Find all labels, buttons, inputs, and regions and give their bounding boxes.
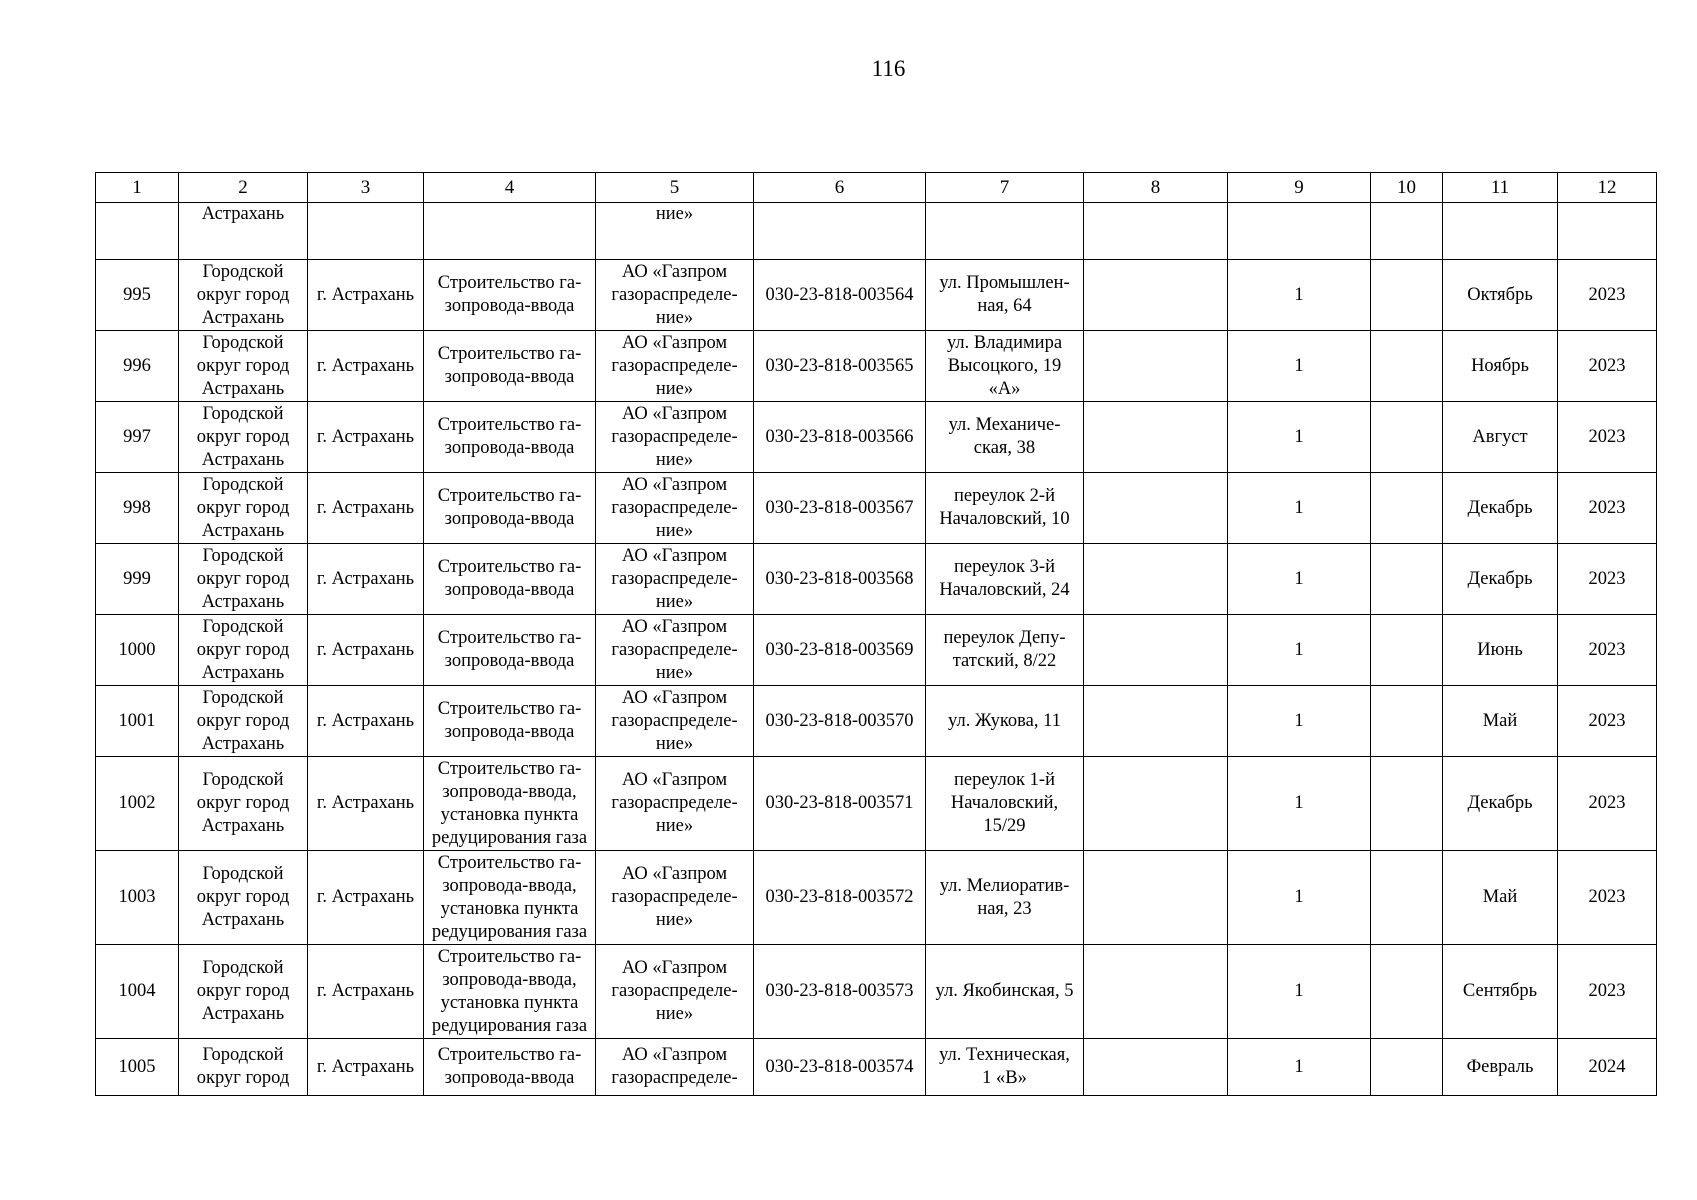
cell-number: 1001 <box>96 686 179 757</box>
cell-address-line: ул. Мелиоратив- <box>939 875 1070 896</box>
cell-address-line: переулок 1-й <box>954 770 1055 790</box>
cell-address <box>926 260 1084 331</box>
cell-district-continued: Астрахань <box>179 203 308 260</box>
cell-organization-line: ние» <box>655 378 694 399</box>
cell-quantity: 1 <box>1228 1039 1371 1096</box>
cell-district <box>179 615 308 686</box>
cell-code: 030-23-818-003573 <box>754 945 926 1039</box>
register-table <box>95 172 1657 1096</box>
cell-address-line: ская, 38 <box>973 438 1036 458</box>
cell-address-line: 1 «В» <box>982 1068 1027 1088</box>
cell-address-line: Высоцкого, 19 <box>947 355 1062 376</box>
cell-city: г. Астрахань <box>308 544 424 615</box>
table-body <box>96 173 1657 1096</box>
cell-number: 998 <box>96 473 179 544</box>
cell-work <box>424 851 596 945</box>
cell-empty <box>1084 331 1228 402</box>
cell-quantity: 1 <box>1228 473 1371 544</box>
cell-organization-line: ние» <box>655 662 694 683</box>
cell-work-line: Строительство га- <box>437 273 582 293</box>
cell-work-line: зопровода-ввода <box>444 651 575 671</box>
cell-work <box>424 331 596 402</box>
cell-code: 030-23-818-003566 <box>754 402 926 473</box>
header-cell: 11 <box>1443 173 1558 203</box>
cell-empty <box>1371 1039 1443 1096</box>
cell-district-line: Городской <box>202 958 284 978</box>
cell-district-line: округ город <box>196 639 290 660</box>
cell-number: 995 <box>96 260 179 331</box>
header-cell: 2 <box>179 173 308 203</box>
cell-district-line: Городской <box>202 864 284 884</box>
header-cell: 6 <box>754 173 926 203</box>
cell-organization-line: АО «Газпром <box>621 1045 728 1065</box>
cell-empty <box>1371 331 1443 402</box>
cell-work-line: редуцирования газа <box>431 921 588 942</box>
cell-work-line: редуцирования газа <box>431 827 588 848</box>
cell-district <box>179 757 308 851</box>
cell-organization-line: газораспределе- <box>611 355 738 376</box>
cell-address <box>926 402 1084 473</box>
cell-code: 030-23-818-003568 <box>754 544 926 615</box>
cell-organization <box>596 615 754 686</box>
cell-work <box>424 757 596 851</box>
cell-month: Декабрь <box>1443 544 1558 615</box>
cell-work-line: зопровода-ввода, <box>442 875 577 896</box>
cell-work-line: зопровода-ввода, <box>442 969 577 990</box>
cell-organization-line: газораспределе- <box>611 710 738 731</box>
cell-district-line: Городской <box>202 616 284 637</box>
cell-organization <box>596 331 754 402</box>
cell-quantity: 1 <box>1228 615 1371 686</box>
cell-organization <box>596 402 754 473</box>
cell-work <box>424 402 596 473</box>
cell-year: 2023 <box>1558 331 1657 402</box>
cell-empty <box>1371 945 1443 1039</box>
cell-year: 2023 <box>1558 260 1657 331</box>
cell-org-continued: ние» <box>596 203 754 260</box>
cell-empty <box>1084 260 1228 331</box>
cell-address-line: Началовский, <box>950 793 1059 813</box>
cell-year: 2023 <box>1558 402 1657 473</box>
cell-organization-line: газораспределе- <box>611 426 738 447</box>
cell-quantity: 1 <box>1228 260 1371 331</box>
cell-address-line: ул. Якобинская, 5 <box>935 981 1074 1001</box>
cell-work-line: Строительство га- <box>437 557 582 577</box>
cell-empty <box>1084 945 1228 1039</box>
cell-year: 2023 <box>1558 757 1657 851</box>
cell-district-line: Городской <box>202 474 284 495</box>
cell-organization <box>596 1039 754 1096</box>
cell-district-line: округ город <box>196 284 290 305</box>
cell-empty <box>1084 686 1228 757</box>
header-cell: 12 <box>1558 173 1657 203</box>
cell-organization-line: газораспределе- <box>611 981 738 1001</box>
cell-address <box>926 1039 1084 1096</box>
cell-organization-line: АО «Газпром <box>621 687 728 708</box>
cell-number: 1000 <box>96 615 179 686</box>
cell-work <box>424 945 596 1039</box>
cell-work-line: зопровода-ввода <box>444 722 575 742</box>
cell-empty <box>1084 473 1228 544</box>
cell-address-line: ул. Промышлен- <box>939 273 1070 293</box>
cell-quantity: 1 <box>1228 851 1371 945</box>
cell-work <box>424 473 596 544</box>
cell-organization-line: ние» <box>655 733 694 754</box>
cell-address-line: ул. Механиче- <box>948 415 1061 435</box>
cell-empty <box>1371 686 1443 757</box>
cell-month: Сентябрь <box>1443 945 1558 1039</box>
cell-district-line: Астрахань <box>201 378 285 399</box>
cell-organization-line: АО «Газпром <box>621 958 728 978</box>
cell-empty <box>1371 851 1443 945</box>
cell-work <box>424 1039 596 1096</box>
cell-organization-line: газораспределе- <box>611 639 738 660</box>
header-cell: 10 <box>1371 173 1443 203</box>
cell-district <box>179 945 308 1039</box>
cell-code: 030-23-818-003569 <box>754 615 926 686</box>
cell-work-line: Строительство га- <box>437 486 582 506</box>
cell-organization-line: газораспределе- <box>611 793 738 813</box>
header-cell: 7 <box>926 173 1084 203</box>
cell-code: 030-23-818-003567 <box>754 473 926 544</box>
cell-address <box>926 331 1084 402</box>
cell-organization-line: газораспределе- <box>611 1068 738 1088</box>
table-row <box>96 331 1657 402</box>
table-row <box>96 260 1657 331</box>
cell-work <box>424 615 596 686</box>
cell-code: 030-23-818-003574 <box>754 1039 926 1096</box>
cell-district-line: округ город <box>196 426 290 447</box>
cell-address-line: Началовский, 24 <box>939 580 1070 600</box>
cell-work-line: зопровода-ввода <box>444 509 575 529</box>
cell-district-line: Астрахань <box>201 307 285 328</box>
cell-organization <box>596 757 754 851</box>
cell-organization-line: АО «Газпром <box>621 770 728 790</box>
cell-district-line: округ город <box>196 710 290 731</box>
header-row <box>96 173 1657 203</box>
cell-code: 030-23-818-003570 <box>754 686 926 757</box>
cell <box>926 203 1084 260</box>
cell-address-line: Началовский, 10 <box>939 509 1070 529</box>
cell-address <box>926 757 1084 851</box>
cell <box>424 203 596 260</box>
cell-year: 2023 <box>1558 544 1657 615</box>
cell-organization-line: АО «Газпром <box>621 864 728 884</box>
cell-address <box>926 686 1084 757</box>
cell <box>1228 203 1371 260</box>
cell-work-line: Строительство га- <box>437 852 582 873</box>
cell <box>1084 203 1228 260</box>
cell-year: 2023 <box>1558 686 1657 757</box>
cell-district <box>179 402 308 473</box>
cell-organization-line: ние» <box>655 816 694 836</box>
cell-work-line: редуцирования газа <box>431 1015 588 1036</box>
cell-district-line: Астрахань <box>201 910 285 930</box>
cell-code: 030-23-818-003571 <box>754 757 926 851</box>
cell-organization-line: ние» <box>655 449 694 470</box>
cell-quantity: 1 <box>1228 757 1371 851</box>
cell-address-line: переулок 3-й <box>954 557 1055 577</box>
cell-city: г. Астрахань <box>308 757 424 851</box>
table-row <box>96 544 1657 615</box>
cell-address-line: ул. Владимира <box>946 332 1063 353</box>
cell-empty <box>1084 851 1228 945</box>
cell-district-line: Астрахань <box>201 733 285 754</box>
cell-organization-line: газораспределе- <box>611 568 738 589</box>
cell-month: Февраль <box>1443 1039 1558 1096</box>
cell-work-line: установка пункта <box>440 898 579 919</box>
cell <box>308 203 424 260</box>
cell-organization-line: ние» <box>655 520 694 541</box>
cell-organization-line: АО «Газпром <box>621 545 728 566</box>
cell-district-line: Городской <box>202 403 284 424</box>
cell-address <box>926 544 1084 615</box>
cell-organization <box>596 544 754 615</box>
cell-work-line: Строительство га- <box>437 1045 582 1065</box>
cell-district <box>179 331 308 402</box>
cell-organization-line: газораспределе- <box>611 887 738 907</box>
cell-month: Октябрь <box>1443 260 1558 331</box>
cell-district-line: Городской <box>202 1045 284 1065</box>
cell <box>1443 203 1558 260</box>
cell-address-line: «А» <box>988 378 1021 399</box>
cell-work-line: зопровода-ввода, <box>442 781 577 802</box>
cell-organization-line: газораспределе- <box>611 497 738 518</box>
cell-work-line: Строительство га- <box>437 415 582 435</box>
cell-code: 030-23-818-003565 <box>754 331 926 402</box>
cell-address-line: ная, 23 <box>977 898 1032 919</box>
cell-organization <box>596 945 754 1039</box>
cell <box>96 203 179 260</box>
cell-year: 2023 <box>1558 851 1657 945</box>
cell-city: г. Астрахань <box>308 851 424 945</box>
cell-month: Июнь <box>1443 615 1558 686</box>
cell-number: 1005 <box>96 1039 179 1096</box>
cell-empty <box>1371 402 1443 473</box>
cell-district <box>179 260 308 331</box>
cell-empty <box>1084 544 1228 615</box>
cell-district <box>179 544 308 615</box>
table-row <box>96 473 1657 544</box>
cell-work-line: зопровода-ввода <box>444 438 575 458</box>
cell-empty <box>1371 473 1443 544</box>
cell-address-line: ул. Жукова, 11 <box>948 710 1061 731</box>
cell-district-line: округ город <box>196 1068 290 1088</box>
cell-work <box>424 544 596 615</box>
cell-organization-line: ние» <box>655 910 694 930</box>
cell-district-line: округ город <box>196 568 290 589</box>
cell-number: 1003 <box>96 851 179 945</box>
cell-year: 2023 <box>1558 473 1657 544</box>
cell-address <box>926 473 1084 544</box>
table-row <box>96 686 1657 757</box>
cell-organization <box>596 686 754 757</box>
cell-address-line: ул. Техническая, <box>939 1045 1070 1065</box>
cell-number: 1004 <box>96 945 179 1039</box>
cell-quantity: 1 <box>1228 544 1371 615</box>
cell-city: г. Астрахань <box>308 686 424 757</box>
cell-work-line: установка пункта <box>440 804 579 825</box>
cell-empty <box>1084 757 1228 851</box>
cell-district-line: округ город <box>196 793 290 813</box>
page-number: 116 <box>871 56 906 81</box>
cell-empty <box>1084 1039 1228 1096</box>
cell-work-line: зопровода-ввода <box>444 367 575 387</box>
cell-month: Май <box>1443 686 1558 757</box>
cell-district-line: Астрахань <box>201 662 285 683</box>
cell-empty <box>1084 402 1228 473</box>
cell-work-line: Строительство га- <box>437 946 582 967</box>
cell-district-line: Городской <box>202 770 284 790</box>
cell-organization-line: АО «Газпром <box>621 332 728 353</box>
cell-district-line: округ город <box>196 497 290 518</box>
cell-work <box>424 260 596 331</box>
cell-work-line: Строительство га- <box>437 758 582 779</box>
cell-address-line: переулок 2-й <box>954 486 1055 506</box>
cell-address-line: татский, 8/22 <box>952 651 1057 671</box>
cell-address <box>926 945 1084 1039</box>
cell <box>1558 203 1657 260</box>
cell-district-line: Астрахань <box>201 1004 285 1024</box>
table-row <box>96 851 1657 945</box>
cell-organization-line: АО «Газпром <box>621 261 728 282</box>
table-row <box>96 945 1657 1039</box>
cell-address <box>926 615 1084 686</box>
header-cell: 8 <box>1084 173 1228 203</box>
cell-district-line: округ город <box>196 981 290 1001</box>
cell-organization-line: АО «Газпром <box>621 403 728 424</box>
cell-district-line: округ город <box>196 355 290 376</box>
cell-code: 030-23-818-003564 <box>754 260 926 331</box>
cell-district-line: Астрахань <box>201 520 285 541</box>
cell-quantity: 1 <box>1228 402 1371 473</box>
cell-month: Декабрь <box>1443 473 1558 544</box>
cell-quantity: 1 <box>1228 945 1371 1039</box>
cell-city: г. Астрахань <box>308 331 424 402</box>
table-row <box>96 402 1657 473</box>
cell-district <box>179 473 308 544</box>
cell <box>1371 203 1443 260</box>
cell-district-line: Астрахань <box>201 449 285 470</box>
cell-district-line: Городской <box>202 261 284 282</box>
cell-month: Август <box>1443 402 1558 473</box>
cell-address <box>926 851 1084 945</box>
cell-organization <box>596 851 754 945</box>
cell-month: Декабрь <box>1443 757 1558 851</box>
header-cell: 9 <box>1228 173 1371 203</box>
cell-city: г. Астрахань <box>308 473 424 544</box>
cell-city: г. Астрахань <box>308 402 424 473</box>
cell-code: 030-23-818-003572 <box>754 851 926 945</box>
cell-organization-line: ние» <box>655 591 694 612</box>
cell-work-line: зопровода-ввода <box>444 296 575 316</box>
header-cell: 4 <box>424 173 596 203</box>
cell-district-line: Астрахань <box>201 816 285 836</box>
cell-year: 2024 <box>1558 1039 1657 1096</box>
table-row <box>96 1039 1657 1096</box>
cell-year: 2023 <box>1558 615 1657 686</box>
cell-empty <box>1371 260 1443 331</box>
cell-district <box>179 686 308 757</box>
cell-work-line: Строительство га- <box>437 628 582 648</box>
cell-organization-line: ние» <box>655 1004 694 1024</box>
cell-address-line: ная, 64 <box>977 296 1032 316</box>
cell-month: Май <box>1443 851 1558 945</box>
header-cell: 5 <box>596 173 754 203</box>
cell-address-line: переулок Депу- <box>943 628 1066 648</box>
cell-city: г. Астрахань <box>308 1039 424 1096</box>
cell-empty <box>1371 544 1443 615</box>
cell-quantity: 1 <box>1228 686 1371 757</box>
cell-quantity: 1 <box>1228 331 1371 402</box>
cell-organization-line: газораспределе- <box>611 284 738 305</box>
cell-work-line: зопровода-ввода <box>444 580 575 600</box>
cell-address-line: 15/29 <box>983 816 1026 836</box>
header-cell: 1 <box>96 173 179 203</box>
cell-work <box>424 686 596 757</box>
cell-empty <box>1084 615 1228 686</box>
cell-work-line: Строительство га- <box>437 699 582 719</box>
cell-district <box>179 1039 308 1096</box>
cell-work-line: установка пункта <box>440 992 579 1013</box>
cell-work-line: Строительство га- <box>437 344 582 364</box>
cell <box>754 203 926 260</box>
cell-empty <box>1371 615 1443 686</box>
header-cell: 3 <box>308 173 424 203</box>
cell-district-line: округ город <box>196 887 290 907</box>
cell-district-line: Городской <box>202 332 284 353</box>
cell-city: г. Астрахань <box>308 260 424 331</box>
cell-district-line: Городской <box>202 545 284 566</box>
cell-district-line: Городской <box>202 687 284 708</box>
cell-district <box>179 851 308 945</box>
cell-organization-line: АО «Газпром <box>621 616 728 637</box>
cell-number: 1002 <box>96 757 179 851</box>
cell-work-line: зопровода-ввода <box>444 1068 575 1088</box>
continuation-row <box>96 203 1657 260</box>
cell-number: 996 <box>96 331 179 402</box>
cell-organization-line: ние» <box>655 307 694 328</box>
cell-number: 999 <box>96 544 179 615</box>
cell-year: 2023 <box>1558 945 1657 1039</box>
cell-organization <box>596 260 754 331</box>
cell-city: г. Астрахань <box>308 945 424 1039</box>
cell-city: г. Астрахань <box>308 615 424 686</box>
cell-empty <box>1371 757 1443 851</box>
cell-organization <box>596 473 754 544</box>
cell-district-line: Астрахань <box>201 591 285 612</box>
cell-number: 997 <box>96 402 179 473</box>
table-row <box>96 615 1657 686</box>
table-row <box>96 757 1657 851</box>
cell-organization-line: АО «Газпром <box>621 474 728 495</box>
cell-month: Ноябрь <box>1443 331 1558 402</box>
